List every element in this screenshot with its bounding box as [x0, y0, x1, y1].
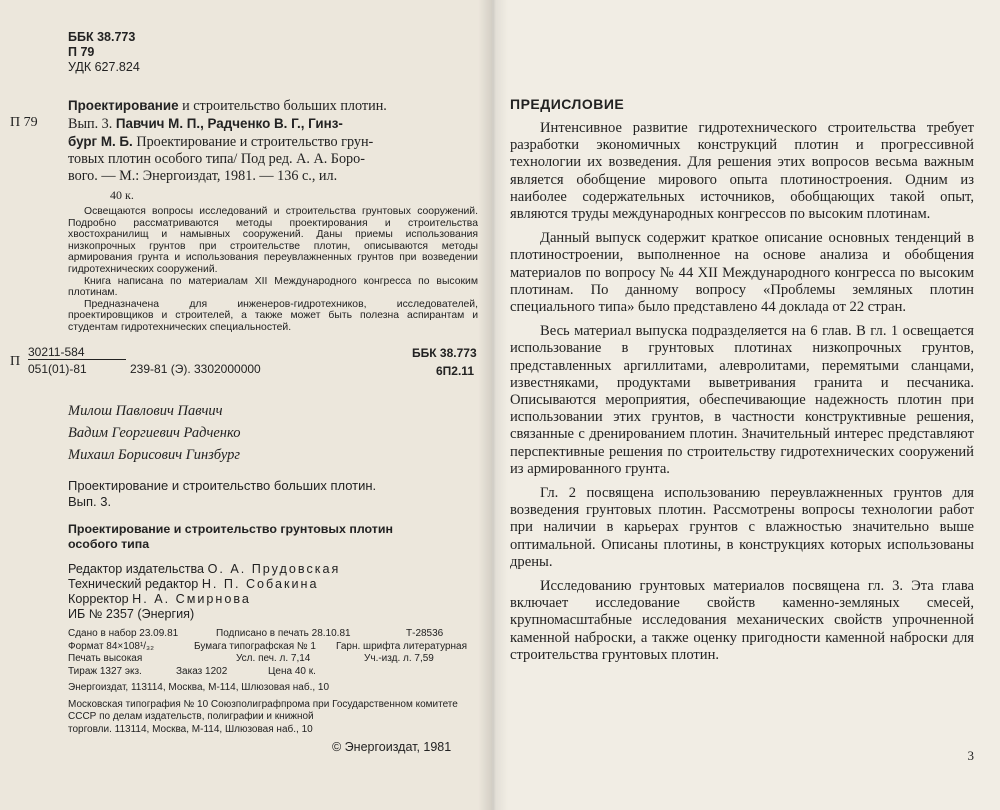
index-bbk: ББК 38.773: [412, 345, 477, 360]
ib-number: ИБ № 2357 (Энергия): [68, 607, 195, 622]
tech-row: Тираж 1327 экз. Заказ 1202 Цена 40 к.: [68, 665, 316, 677]
staff-row: Редактор издательства О. А. Прудовская: [68, 561, 341, 576]
classification-codes: [68, 30, 478, 75]
author-name: Милош Павлович Павчич: [68, 402, 223, 419]
biblio-line-1: Проектирование и строительство больших плотин.: [68, 98, 387, 114]
author-name: Вадим Георгиевич Радченко: [68, 424, 241, 441]
biblio-mark: П 79: [10, 115, 38, 130]
technical-data: [68, 628, 478, 736]
tech-row: Печать высокая Усл. печ. л. 7,14 Уч.-изд. л. 7,59: [68, 653, 434, 665]
title-line: Проектирование и строительство грунтовых плотин: [68, 521, 393, 536]
author-mark: П 79: [68, 45, 95, 59]
annotation-paragraph: Освещаются вопросы исследований и строительства грунтовых сооружений. Подробно рассматриваются методы проектирования и строительства хвостохранилищ и намывных сооружений. Даны приемы использования низкопрочных грунтов при строительстве плотин, описываются методы армирования грунта и использования переувлажненных грунтов при возведении гидротехнических сооружений.: [68, 206, 478, 275]
index-denominator: 051(01)-81: [28, 361, 87, 376]
udk-code: УДК 627.824: [68, 60, 140, 74]
bbk-code: ББК 38.773: [68, 30, 136, 44]
staff-row: Технический редактор Н. П. Собакина: [68, 576, 319, 591]
annotation-paragraph: Книга написана по материалам XII Международного конгресса по высоким плотинам.: [68, 275, 478, 299]
index-letter: П: [10, 353, 21, 369]
fraction-line: [28, 359, 126, 360]
printer-info: Московская типография № 10 Союзполиграфпрома при Государственном комитете СССР по делам издательств, полиграфии и книжной торговли. 113114, Москва, М-114, Шлюзовая наб., 10: [68, 698, 458, 735]
title-line: особого типа: [68, 536, 150, 551]
biblio-line-3: бург М. Б. Проектирование и строительство грун-: [68, 134, 374, 150]
preface-paragraph: Гл. 2 посвящена использованию переувлажненных грунтов для возведения грунтовых плотин. Рассмотрены вопросы технологии работ при наличии в карьерах грунтов с влажностью значительно выше оптимальной. Описаны плотины, в конструкциях которых использованы дрены.: [510, 485, 974, 570]
section-heading: ПРЕДИСЛОВИЕ: [510, 96, 625, 112]
annotation-paragraph: Предназначена для инженеров-гидротехников, исследователей, проектировщиков и строителей, а также может быть полезна аспирантам и студентам гидротехнических специальностей.: [68, 298, 478, 333]
index-bbk-2: 6П2.11: [436, 363, 474, 378]
index-numerator: 30211-584: [28, 344, 85, 359]
tech-row: Формат 84×108¹/₃₂ Бумага типографская № 1 Гарн. шрифта литературная: [68, 640, 468, 652]
series-line: Вып. 3.: [68, 493, 112, 509]
biblio-price: 40 к.: [110, 188, 134, 202]
bibliographic-record: [10, 97, 478, 204]
biblio-line-5: вого. — М.: Энергоиздат, 1981. — 136 с., ил.: [68, 168, 338, 184]
preface-paragraph: Данный выпуск содержит краткое описание основных тенденций в плотиностроении, выполненное на основе анализа и обобщения материалов по вопросу № 44 XII Международного конгресса по высоким плотинам. По данному вопросу «Проблемы земляных плотин специального типа» было представлено 44 доклада от 22 стран.: [510, 230, 974, 316]
copyright-line: © Энергоиздат, 1981: [332, 740, 452, 754]
biblio-line-2: Вып. 3. Павчич М. П., Радченко В. Г., Гинз-: [68, 116, 343, 132]
preface-paragraph: Исследованию грунтовых материалов посвящена гл. 3. Эта глава включает исследование свойств каменно-земляных смесей, крупномасштабные исследования механических свойств упрочненной каменной наброски, а также оценку пригодности каменной наброски для строительства грунтовых плотин.: [510, 578, 974, 663]
left-page: [0, 0, 492, 810]
biblio-line-4: товых плотин особого типа/ Под ред. А. А. Боро-: [68, 151, 365, 167]
book-title: [68, 522, 478, 552]
editorial-staff: [68, 562, 478, 623]
authors-list: [68, 400, 478, 466]
series-line: Проектирование и строительство больших плотин.: [68, 477, 377, 493]
author-name: Михаил Борисович Гинзбург: [68, 446, 241, 463]
right-page: [492, 0, 1000, 810]
preface-text: [510, 120, 974, 664]
staff-row: Корректор Н. А. Смирнова: [68, 591, 251, 606]
index-rest: 239-81 (Э). 3302000000: [130, 361, 261, 376]
preface-paragraph: Весь материал выпуска подразделяется на 6 глав. В гл. 1 освещается использование в грунтовых плотинах низкопрочных грунтов, представленных аргиллитами, алевролитами, перемятыми сланцами, известняками, продуктами выветривания гранита и песчаника. Описываются мероприятия, обеспечивающие надежность плотин при использовании этих грунтов, в частности конструктивные решения, связанные с дренированием плотин. Значительный интерес представляют перспективные решения по строительству гидротехнических сооружений из армированного грунта.: [510, 323, 974, 477]
page-number: 3: [967, 748, 974, 763]
tech-row: Сдано в набор 23.09.81 Подписано в печать 28.10.81 Т-28536: [68, 628, 444, 640]
preface-paragraph: Интенсивное развитие гидротехнического строительства требует разработки экономичных конструкций плотин и прогрессивной технологии их возведения. Для решения этих вопросов весьма важным является обобщение мирового опыта плотиностроения. Одним из наиболее содержательных источников, обобщающих такой опыт, являются труды международных конгрессов по высоким плотинам.: [510, 120, 974, 223]
series-title: [68, 478, 478, 510]
annotation: [68, 206, 478, 334]
publisher-address: Энергоиздат, 113114, Москва, М-114, Шлюзовая наб., 10: [68, 682, 330, 694]
publishing-index: [10, 344, 478, 382]
